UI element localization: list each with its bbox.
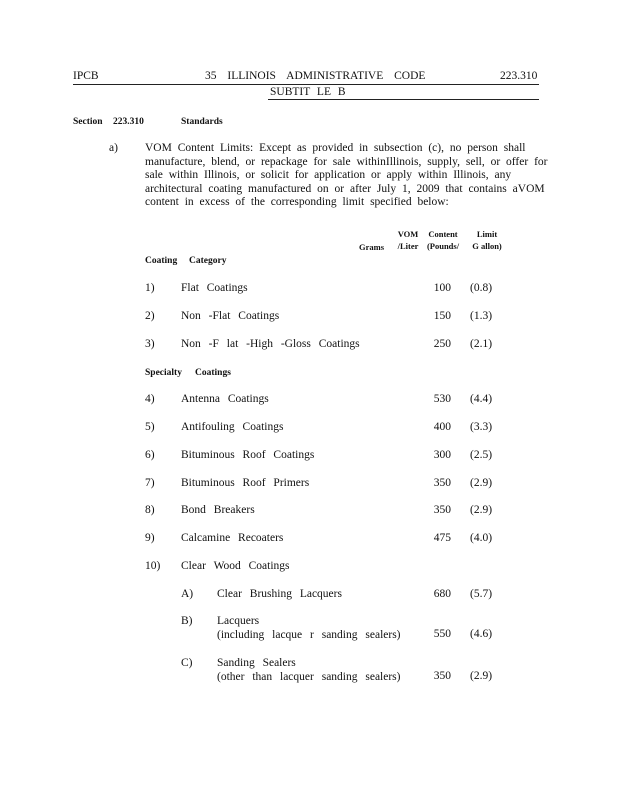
section-number: 223.310 <box>113 117 144 127</box>
row-category: Bond Breakers <box>181 504 255 516</box>
subsection-text-line: sale within Illinois, or solicit for application or apply within Illinois, any <box>145 169 512 181</box>
subrow-pounds-per-gallon: (4.6) <box>470 628 493 640</box>
col-limit-line1: Limit <box>476 229 498 239</box>
row-number: 8) <box>145 504 155 516</box>
row-grams-per-liter: 350 <box>433 477 451 489</box>
header-agency: IPCB <box>73 70 99 82</box>
row-grams-per-liter: 100 <box>433 282 451 294</box>
col-vom-line2: /Liter <box>397 241 419 251</box>
row-number: 5) <box>145 421 155 433</box>
row-number: 2) <box>145 310 155 322</box>
header-rule <box>73 84 539 85</box>
subrow-note: (other than lacquer sanding sealers) <box>217 671 401 683</box>
section-label: Section <box>73 117 103 127</box>
heading-category: Category <box>189 256 227 266</box>
row-grams-per-liter: 475 <box>433 532 451 544</box>
col-vom-line1: VOM <box>397 229 419 239</box>
row-pounds-per-gallon: (4.4) <box>470 393 493 405</box>
header-subtitle: SUBTIT LE B <box>270 86 346 98</box>
subsection-text-line: content in excess of the corresponding limit specified below: <box>145 196 449 208</box>
row-grams-per-liter: 150 <box>433 310 451 322</box>
row-category: Calcamine Recoaters <box>181 532 284 544</box>
row-pounds-per-gallon: (2.1) <box>470 338 493 350</box>
subrow-letter: A) <box>181 588 194 600</box>
subrow-grams-per-liter: 350 <box>433 670 451 682</box>
row-category: Antifouling Coatings <box>181 421 284 433</box>
col-limit <box>466 228 508 252</box>
row-number: 1) <box>145 282 155 294</box>
subrow-letter: B) <box>181 615 193 627</box>
row-pounds-per-gallon: (4.0) <box>470 532 493 544</box>
row-pounds-per-gallon: (1.3) <box>470 310 493 322</box>
row-grams-per-liter: 530 <box>433 393 451 405</box>
row-pounds-per-gallon: (2.9) <box>470 504 493 516</box>
row-pounds-per-gallon: (2.9) <box>470 477 493 489</box>
row-category: Clear Wood Coatings <box>181 560 290 572</box>
subsection-marker: a) <box>109 142 118 154</box>
col-vom <box>392 228 424 252</box>
subsection-text-line: manufacture, blend, or repackage for sale withinIllinois, supply, sell, or offer for <box>145 155 548 168</box>
row-grams-per-liter: 350 <box>433 504 451 516</box>
row-category: Non -F lat -High -Gloss Coatings <box>181 338 360 350</box>
row-pounds-per-gallon: (2.5) <box>470 449 493 461</box>
row-number: 3) <box>145 338 155 350</box>
subsection-text-line: VOM Content Limits: Except as provided in subsection (c), no person shall <box>145 142 526 154</box>
subtitle-rule <box>268 99 539 100</box>
row-pounds-per-gallon: (3.3) <box>470 421 493 433</box>
subrow-note: (including lacque r sanding sealers) <box>217 629 401 641</box>
header-section-number: 223.310 <box>500 70 538 82</box>
col-limit-line2: G allon) <box>472 241 502 251</box>
subrow-pounds-per-gallon: (2.9) <box>470 670 493 682</box>
row-category: Bituminous Roof Primers <box>181 477 310 489</box>
row-category: Non -Flat Coatings <box>181 310 280 322</box>
subrow-pounds-per-gallon: (5.7) <box>470 588 493 600</box>
header-code-title: 35 ILLINOIS ADMINISTRATIVE CODE <box>205 70 426 82</box>
row-category: Bituminous Roof Coatings <box>181 449 315 461</box>
row-number: 6) <box>145 449 155 461</box>
row-number: 10) <box>145 560 161 572</box>
col-content <box>424 228 462 252</box>
subsection-text-line: architectural coating manufactured on or after July 1, 2009 that contains aVOM <box>145 182 545 195</box>
subrow-grams-per-liter: 550 <box>433 628 451 640</box>
subrow-category: Lacquers <box>217 615 260 627</box>
subrow-letter: C) <box>181 657 193 669</box>
heading-coating: Coating <box>145 256 178 266</box>
row-category: Antenna Coatings <box>181 393 269 405</box>
subrow-category: Clear Brushing Lacquers <box>217 588 342 600</box>
row-number: 4) <box>145 393 155 405</box>
row-grams-per-liter: 300 <box>433 449 451 461</box>
subrow-category: Sanding Sealers <box>217 657 296 669</box>
col-content-line2: (Pounds/ <box>426 241 460 251</box>
heading-specialty: Specialty <box>145 368 182 378</box>
row-number: 7) <box>145 477 155 489</box>
row-number: 9) <box>145 532 155 544</box>
row-category: Flat Coatings <box>181 282 248 294</box>
subsection-text <box>145 142 548 210</box>
section-title: Standards <box>181 117 223 127</box>
heading-coatings: Coatings <box>195 368 231 378</box>
row-grams-per-liter: 250 <box>433 338 451 350</box>
row-grams-per-liter: 400 <box>433 421 451 433</box>
col-grams: Grams <box>359 242 385 252</box>
row-pounds-per-gallon: (0.8) <box>470 282 493 294</box>
subrow-grams-per-liter: 680 <box>433 588 451 600</box>
col-content-line1: Content <box>428 229 458 239</box>
